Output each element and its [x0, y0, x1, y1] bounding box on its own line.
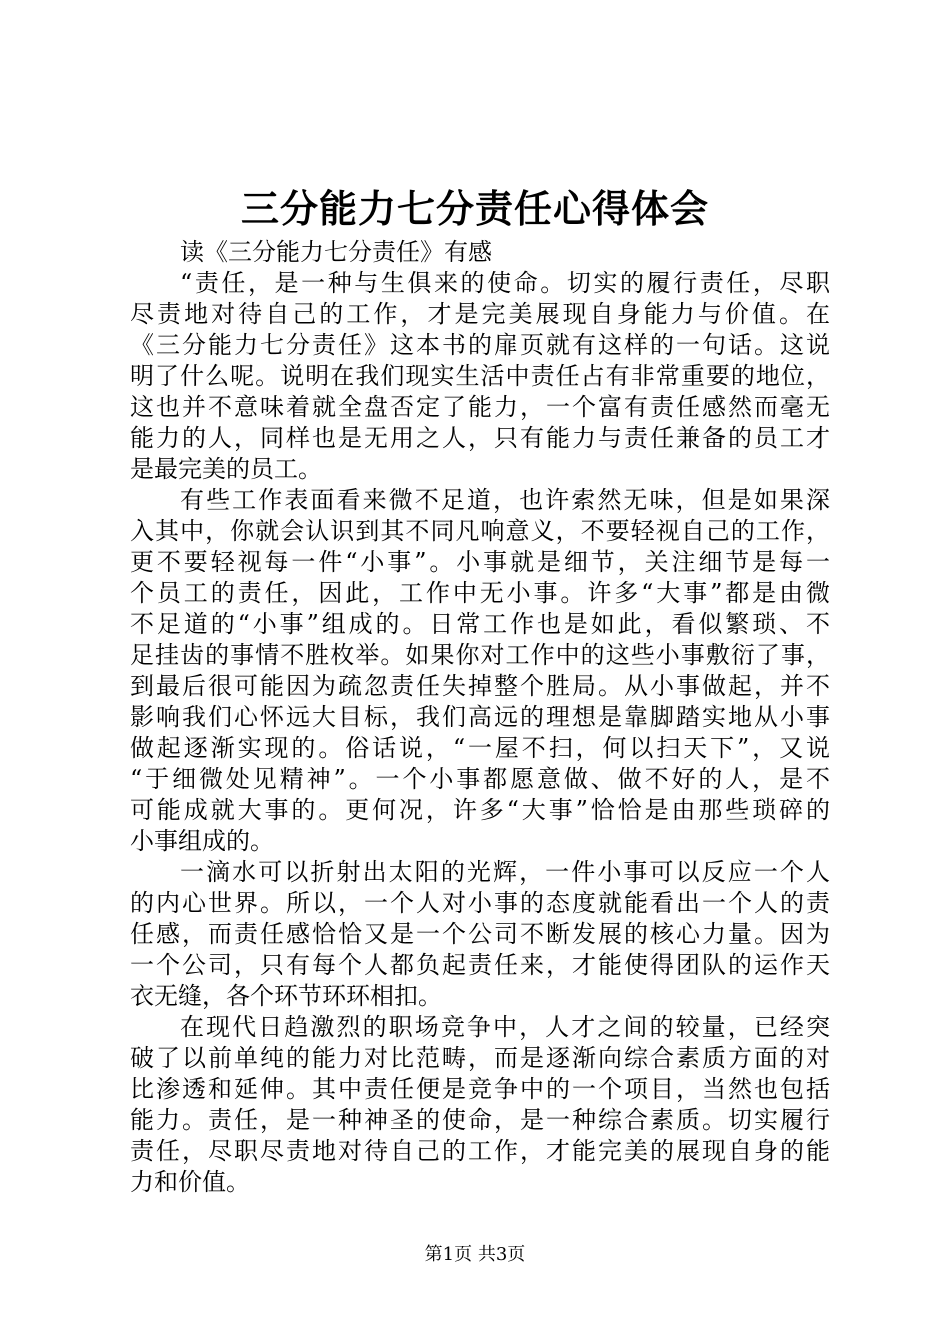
text-line: 明了什么呢。说明在我们现实生活中责任占有非常重要的地位， — [130, 362, 830, 390]
text-line: 是最完美的员工。 — [130, 455, 322, 483]
text-line: 读《三分能力七分责任》有感 — [180, 238, 492, 266]
text-line: 一个公司，只有每个人都负起责任来，才能使得团队的运作天 — [130, 951, 830, 979]
text-line: “于细微处见精神”。一个小事都愿意做、做不好的人，是不 — [130, 765, 830, 793]
text-line: 破了以前单纯的能力对比范畴，而是逐渐向综合素质方面的对 — [130, 1044, 830, 1072]
page-footer: 第1页 共3页 — [424, 1244, 526, 1265]
text-line: 有些工作表面看来微不足道，也许索然无味，但是如果深 — [180, 486, 830, 514]
text-line: 可能成就大事的。更何况，许多“大事”恰恰是由那些琐碎的 — [130, 796, 830, 824]
text-line: 力和价值。 — [130, 1168, 250, 1196]
text-line: 个员工的责任，因此，工作中无小事。许多“大事”都是由微 — [130, 579, 830, 607]
text-line: 不足道的“小事”组成的。日常工作也是如此，看似繁琐、不 — [130, 610, 830, 638]
text-line: 入其中，你就会认识到其不同凡响意义，不要轻视自己的工作， — [130, 517, 830, 545]
text-line: 影响我们心怀远大目标，我们高远的理想是靠脚踏实地从小事 — [130, 703, 830, 731]
text-line: 比渗透和延伸。其中责任便是竞争中的一个项目，当然也包括 — [130, 1075, 830, 1103]
text-line: 在现代日趋激烈的职场竞争中，人才之间的较量，已经突 — [180, 1013, 830, 1041]
text-line: 的内心世界。所以，一个人对小事的态度就能看出一个人的责 — [130, 889, 830, 917]
text-line: 小事组成的。 — [130, 827, 274, 855]
text-line: 做起逐渐实现的。俗话说，“一屋不扫，何以扫天下”，又说 — [130, 734, 830, 762]
text-line: 责任，尽职尽责地对待自己的工作，才能完美的展现自身的能 — [130, 1137, 830, 1165]
text-line: 能力的人，同样也是无用之人，只有能力与责任兼备的员工才 — [130, 424, 830, 452]
text-line: 足挂齿的事情不胜枚举。如果你对工作中的这些小事敷衍了事， — [130, 641, 830, 669]
text-line: “责任，是一种与生俱来的使命。切实的履行责任，尽职 — [180, 269, 830, 297]
text-line: 《三分能力七分责任》这本书的扉页就有这样的一句话。这说 — [130, 331, 830, 359]
text-line: 能力。责任，是一种神圣的使命，是一种综合素质。切实履行 — [130, 1106, 830, 1134]
text-line: 到最后很可能因为疏忽责任失掉整个胜局。从小事做起，并不 — [130, 672, 830, 700]
text-line: 这也并不意味着就全盘否定了能力，一个富有责任感然而毫无 — [130, 393, 830, 421]
text-line: 更不要轻视每一件“小事”。小事就是细节，关注细节是每一 — [130, 548, 830, 576]
document-body — [130, 237, 830, 1198]
text-line: 衣无缝，各个环节环环相扣。 — [130, 982, 442, 1010]
text-line: 任感，而责任感恰恰又是一个公司不断发展的核心力量。因为 — [130, 920, 830, 948]
text-line: 一滴水可以折射出太阳的光辉，一件小事可以反应一个人 — [180, 858, 830, 886]
document-title: 三分能力七分责任心得体会 — [240, 186, 709, 231]
text-line: 尽责地对待自己的工作，才是完美展现自身能力与价值。在 — [130, 300, 830, 328]
